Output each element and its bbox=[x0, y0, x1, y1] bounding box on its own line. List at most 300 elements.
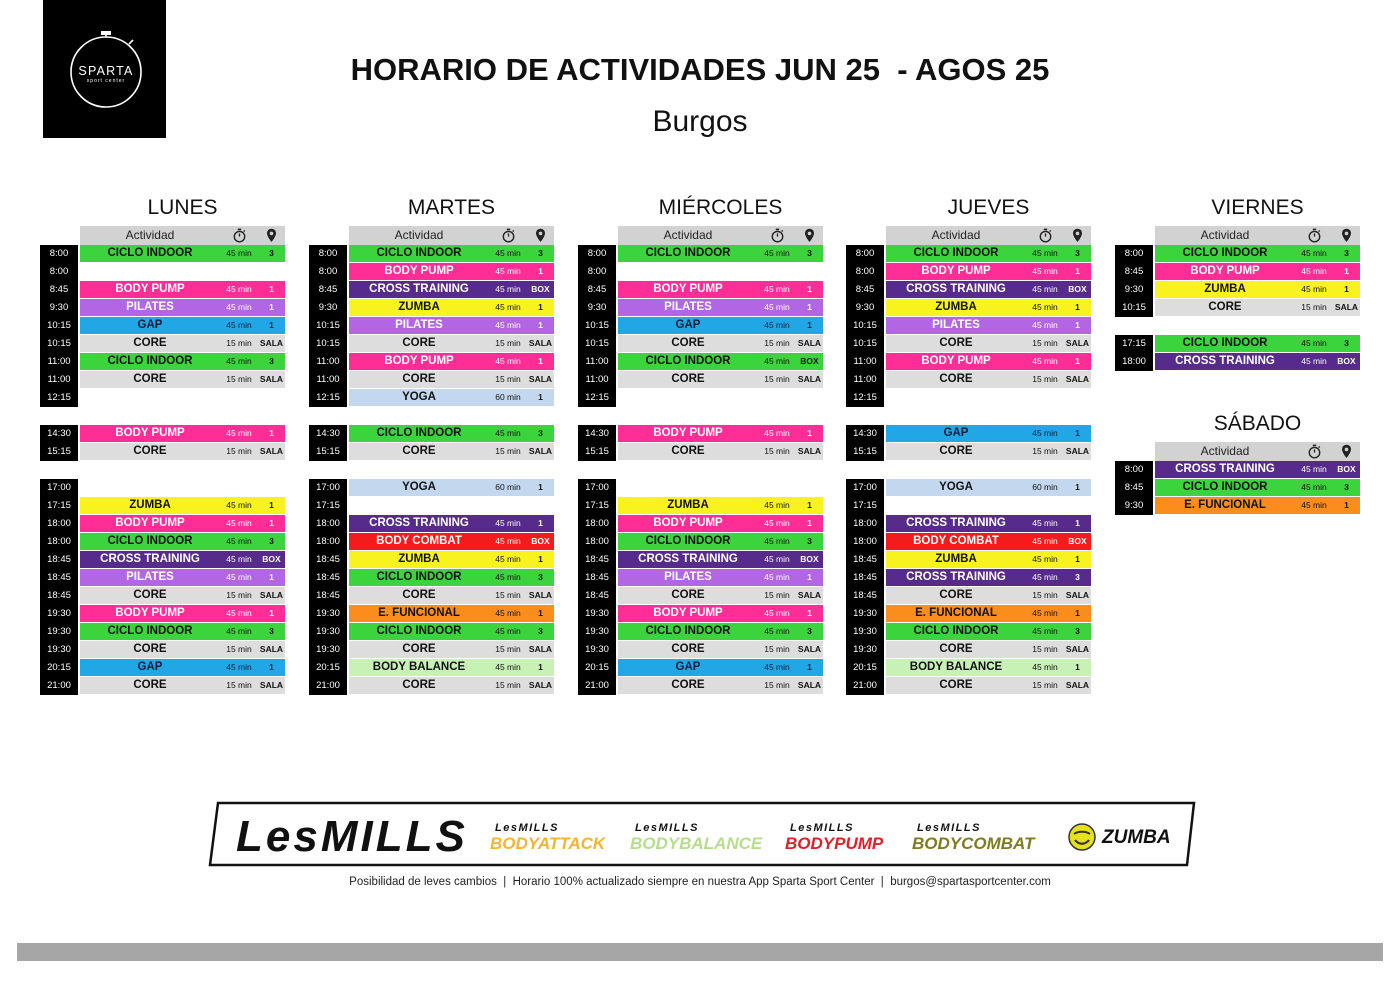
activity-name: ZUMBA bbox=[935, 553, 977, 565]
time-cell: 19:30 bbox=[578, 641, 616, 659]
duration-label: 45 min bbox=[1032, 626, 1058, 636]
activity-name: CICLO INDOOR bbox=[1182, 247, 1268, 259]
time-cell: 18:45 bbox=[40, 587, 78, 605]
time-cell: 19:30 bbox=[578, 605, 616, 623]
room-label: 1 bbox=[1344, 500, 1349, 510]
time-cell: 17:15 bbox=[1115, 335, 1153, 353]
activity-cell bbox=[349, 569, 554, 586]
schedule-row bbox=[846, 551, 1091, 569]
time-cell: 12:15 bbox=[846, 389, 884, 407]
activity-cell bbox=[886, 425, 1091, 442]
time-cell: 9:30 bbox=[1115, 281, 1153, 299]
activity-name: CICLO INDOOR bbox=[107, 247, 193, 259]
time-cell: 10:15 bbox=[309, 317, 347, 335]
activity-cell bbox=[349, 533, 554, 550]
duration-label: 15 min bbox=[226, 590, 252, 600]
activity-name: CROSS TRAINING bbox=[1175, 355, 1275, 367]
time-cell: 8:45 bbox=[40, 281, 78, 299]
time-cell: 8:00 bbox=[309, 245, 347, 263]
activity-name: CORE bbox=[402, 337, 436, 349]
time-cell: 17:15 bbox=[846, 497, 884, 515]
time-cell: 17:00 bbox=[578, 479, 616, 497]
activity-cell bbox=[80, 281, 285, 298]
time-cell: 8:00 bbox=[578, 263, 616, 281]
room-label: 1 bbox=[538, 608, 543, 618]
duration-label: 45 min bbox=[495, 266, 521, 276]
schedule-row bbox=[1115, 461, 1360, 479]
room-label: 1 bbox=[538, 320, 543, 330]
activity-name: CICLO INDOOR bbox=[376, 571, 462, 583]
time-cell: 10:15 bbox=[578, 335, 616, 353]
time-cell: 19:30 bbox=[40, 641, 78, 659]
empty-slot-row bbox=[309, 497, 554, 515]
activity-name: CICLO INDOOR bbox=[107, 355, 193, 367]
schedule-row bbox=[40, 587, 285, 605]
activity-name: CORE bbox=[671, 337, 705, 349]
duration-label: 15 min bbox=[764, 374, 790, 384]
activity-cell bbox=[886, 587, 1091, 604]
day-column-lunes bbox=[40, 194, 285, 714]
schedule-row bbox=[578, 515, 823, 533]
activity-cell bbox=[80, 443, 285, 460]
schedule-row bbox=[578, 299, 823, 317]
room-label: 1 bbox=[538, 518, 543, 528]
room-label: 1 bbox=[538, 392, 543, 402]
room-label: 1 bbox=[1075, 320, 1080, 330]
time-cell: 17:00 bbox=[40, 479, 78, 497]
room-label: SALA bbox=[797, 446, 822, 456]
day-column-jueves bbox=[846, 194, 1091, 714]
activity-name: ZUMBA bbox=[398, 301, 440, 313]
room-label: 3 bbox=[1075, 572, 1080, 582]
duration-label: 45 min bbox=[226, 284, 252, 294]
schedule-row bbox=[40, 497, 285, 515]
time-cell: 15:15 bbox=[309, 443, 347, 461]
duration-label: 15 min bbox=[226, 680, 252, 690]
room-label: 1 bbox=[269, 284, 274, 294]
activity-name: BODY PUMP bbox=[653, 517, 723, 529]
stopwatch-icon bbox=[1307, 444, 1322, 459]
time-cell: 8:45 bbox=[578, 281, 616, 299]
duration-label: 45 min bbox=[226, 320, 252, 330]
column-header bbox=[618, 226, 823, 245]
duration-label: 45 min bbox=[1032, 428, 1058, 438]
duration-label: 45 min bbox=[226, 554, 252, 564]
time-cell: 15:15 bbox=[846, 443, 884, 461]
activity-cell bbox=[80, 299, 285, 316]
activity-cell bbox=[618, 533, 823, 550]
activity-name: CORE bbox=[133, 643, 167, 655]
schedule-row bbox=[578, 569, 823, 587]
activity-name: PILATES bbox=[664, 571, 712, 583]
room-label: 1 bbox=[269, 518, 274, 528]
schedule-row bbox=[578, 335, 823, 353]
room-label: 1 bbox=[807, 428, 812, 438]
time-cell: 11:00 bbox=[309, 353, 347, 371]
activity-cell bbox=[886, 569, 1091, 586]
schedule-row bbox=[578, 587, 823, 605]
location-pin-icon bbox=[1070, 228, 1085, 243]
time-cell: 18:45 bbox=[40, 569, 78, 587]
activity-cell bbox=[886, 443, 1091, 460]
activity-cell bbox=[886, 515, 1091, 532]
time-cell: 17:15 bbox=[40, 497, 78, 515]
activity-cell bbox=[1155, 281, 1360, 298]
duration-label: 15 min bbox=[226, 446, 252, 456]
activity-cell bbox=[1155, 497, 1360, 514]
activity-cell bbox=[886, 353, 1091, 370]
activity-cell bbox=[886, 371, 1091, 388]
schedule-row bbox=[846, 335, 1091, 353]
activity-name: BODY PUMP bbox=[921, 265, 991, 277]
duration-label: 45 min bbox=[1032, 608, 1058, 618]
schedule-row bbox=[846, 677, 1091, 695]
empty-slot bbox=[618, 263, 823, 280]
activity-name: BODY PUMP bbox=[384, 265, 454, 277]
activity-cell bbox=[80, 677, 285, 694]
schedule-row bbox=[578, 317, 823, 335]
room-label: SALA bbox=[259, 374, 284, 384]
program-bodyattack bbox=[490, 819, 640, 859]
time-cell: 8:45 bbox=[1115, 479, 1153, 497]
room-label: 3 bbox=[538, 428, 543, 438]
program-label: LesMILLS bbox=[917, 822, 981, 834]
duration-label: 45 min bbox=[495, 320, 521, 330]
activity-cell bbox=[349, 443, 554, 460]
room-label: 1 bbox=[1344, 284, 1349, 294]
duration-label: 45 min bbox=[764, 608, 790, 618]
time-cell: 19:30 bbox=[40, 623, 78, 641]
duration-label: 45 min bbox=[495, 554, 521, 564]
time-cell: 18:45 bbox=[846, 569, 884, 587]
schedule-row bbox=[578, 497, 823, 515]
activity-cell bbox=[80, 605, 285, 622]
activity-name: ZUMBA bbox=[398, 553, 440, 565]
program-name: BODYBALANCE bbox=[630, 834, 763, 853]
room-label: SALA bbox=[528, 590, 553, 600]
day-title: JUEVES bbox=[947, 196, 1030, 219]
schedule-row bbox=[1115, 479, 1360, 497]
column-header bbox=[1155, 226, 1360, 245]
duration-label: 15 min bbox=[495, 590, 521, 600]
schedule-row bbox=[40, 551, 285, 569]
duration-label: 45 min bbox=[1301, 248, 1327, 258]
schedule-row bbox=[309, 263, 554, 281]
schedule-row bbox=[846, 263, 1091, 281]
duration-label: 45 min bbox=[764, 284, 790, 294]
room-label: 1 bbox=[1075, 302, 1080, 312]
activity-column-label: Actividad bbox=[125, 228, 175, 242]
location-pin-icon bbox=[1339, 444, 1354, 459]
schedule-row bbox=[40, 299, 285, 317]
activity-name: BODY COMBAT bbox=[913, 535, 999, 547]
duration-label: 45 min bbox=[1032, 320, 1058, 330]
activity-name: CORE bbox=[1208, 301, 1242, 313]
activity-name: YOGA bbox=[402, 481, 436, 493]
schedule-row bbox=[40, 281, 285, 299]
time-cell: 8:00 bbox=[40, 263, 78, 281]
duration-label: 45 min bbox=[495, 572, 521, 582]
schedule-row bbox=[40, 677, 285, 695]
activity-name: CORE bbox=[402, 445, 436, 457]
activity-name: ZUMBA bbox=[129, 499, 171, 511]
room-label: 1 bbox=[807, 302, 812, 312]
activity-name: CORE bbox=[671, 679, 705, 691]
activity-cell bbox=[1155, 335, 1360, 352]
activity-name: CORE bbox=[402, 589, 436, 601]
schedule-row bbox=[40, 317, 285, 335]
program-label: LesMILLS bbox=[495, 822, 559, 834]
time-cell: 21:00 bbox=[40, 677, 78, 695]
schedule-row bbox=[309, 443, 554, 461]
time-cell: 8:45 bbox=[1115, 263, 1153, 281]
room-label: SALA bbox=[259, 680, 284, 690]
time-cell: 18:45 bbox=[578, 587, 616, 605]
program-name: BODYCOMBAT bbox=[912, 834, 1035, 853]
schedule-row bbox=[578, 551, 823, 569]
room-label: 3 bbox=[538, 626, 543, 636]
activity-name: CORE bbox=[133, 337, 167, 349]
time-cell: 10:15 bbox=[309, 335, 347, 353]
stopwatch-icon bbox=[1307, 228, 1322, 243]
room-label: BOX bbox=[262, 554, 281, 564]
footer-note: Posibilidad de leves cambios | Horario 100% actualizado siempre en nuestra App Sparta Sport Center | burgos@spartasportcenter.com bbox=[349, 876, 1051, 888]
activity-cell bbox=[80, 335, 285, 352]
room-label: 3 bbox=[1344, 338, 1349, 348]
schedule-row bbox=[40, 533, 285, 551]
time-cell: 14:30 bbox=[578, 425, 616, 443]
duration-label: 45 min bbox=[226, 626, 252, 636]
time-cell: 8:00 bbox=[578, 245, 616, 263]
room-label: 1 bbox=[1075, 266, 1080, 276]
schedule-row bbox=[578, 371, 823, 389]
activity-name: GAP bbox=[943, 427, 969, 439]
schedule-row bbox=[578, 659, 823, 677]
activity-name: BODY PUMP bbox=[653, 427, 723, 439]
time-cell: 11:00 bbox=[309, 371, 347, 389]
duration-label: 45 min bbox=[1032, 572, 1058, 582]
schedule-row bbox=[846, 371, 1091, 389]
activity-cell bbox=[886, 299, 1091, 316]
duration-label: 45 min bbox=[226, 302, 252, 312]
time-cell: 18:00 bbox=[846, 515, 884, 533]
activity-cell bbox=[1155, 263, 1360, 280]
activity-name: BODY PUMP bbox=[115, 427, 185, 439]
schedule-row bbox=[578, 623, 823, 641]
activity-cell bbox=[349, 353, 554, 370]
activity-cell bbox=[80, 515, 285, 532]
schedule-row bbox=[309, 551, 554, 569]
activity-cell bbox=[886, 281, 1091, 298]
activity-name: BODY PUMP bbox=[1190, 265, 1260, 277]
activity-name: CORE bbox=[939, 373, 973, 385]
schedule-row bbox=[1115, 497, 1360, 515]
activity-name: ZUMBA bbox=[935, 301, 977, 313]
activity-cell bbox=[618, 425, 823, 442]
schedule-row bbox=[846, 569, 1091, 587]
activity-name: CORE bbox=[939, 445, 973, 457]
day-title: MIÉRCOLES bbox=[658, 196, 783, 219]
empty-slot bbox=[886, 389, 1091, 406]
time-cell: 19:30 bbox=[309, 605, 347, 623]
time-cell: 20:15 bbox=[578, 659, 616, 677]
room-label: 1 bbox=[269, 302, 274, 312]
duration-label: 15 min bbox=[495, 644, 521, 654]
schedule-row bbox=[578, 245, 823, 263]
activity-name: GAP bbox=[137, 661, 163, 673]
time-cell: 11:00 bbox=[846, 371, 884, 389]
activity-name: CORE bbox=[133, 445, 167, 457]
room-label: 3 bbox=[807, 248, 812, 258]
location-pin-icon bbox=[1339, 228, 1354, 243]
activity-name: CROSS TRAINING bbox=[906, 283, 1006, 295]
room-label: 1 bbox=[538, 554, 543, 564]
duration-label: 45 min bbox=[764, 500, 790, 510]
duration-label: 45 min bbox=[495, 284, 521, 294]
duration-label: 45 min bbox=[764, 320, 790, 330]
duration-label: 45 min bbox=[495, 302, 521, 312]
time-cell: 10:15 bbox=[578, 317, 616, 335]
room-label: 1 bbox=[807, 662, 812, 672]
program-name: BODYATTACK bbox=[490, 834, 606, 853]
activity-name: BODY PUMP bbox=[115, 517, 185, 529]
schedule-row bbox=[309, 389, 554, 407]
duration-label: 15 min bbox=[495, 446, 521, 456]
duration-label: 45 min bbox=[764, 572, 790, 582]
duration-label: 15 min bbox=[226, 338, 252, 348]
duration-label: 45 min bbox=[495, 626, 521, 636]
activity-cell bbox=[886, 245, 1091, 262]
activity-cell bbox=[349, 371, 554, 388]
footer-bar bbox=[17, 943, 1383, 961]
empty-slot-row bbox=[578, 389, 823, 407]
room-label: 1 bbox=[1075, 428, 1080, 438]
activity-name: CROSS TRAINING bbox=[369, 517, 469, 529]
time-cell: 18:00 bbox=[578, 515, 616, 533]
time-cell: 19:30 bbox=[40, 605, 78, 623]
activity-name: CICLO INDOOR bbox=[1182, 337, 1268, 349]
schedule-row bbox=[309, 371, 554, 389]
time-cell: 21:00 bbox=[578, 677, 616, 695]
time-cell: 8:45 bbox=[846, 281, 884, 299]
room-label: 1 bbox=[1344, 266, 1349, 276]
location-pin-icon bbox=[802, 228, 817, 243]
time-cell: 12:15 bbox=[40, 389, 78, 407]
room-label: 3 bbox=[1075, 626, 1080, 636]
activity-cell bbox=[349, 299, 554, 316]
activity-cell bbox=[618, 281, 823, 298]
room-label: 3 bbox=[538, 248, 543, 258]
room-label: 3 bbox=[269, 356, 274, 366]
schedule-row bbox=[309, 641, 554, 659]
duration-label: 15 min bbox=[1032, 374, 1058, 384]
room-label: SALA bbox=[259, 446, 284, 456]
empty-slot-row bbox=[578, 263, 823, 281]
duration-label: 45 min bbox=[1301, 266, 1327, 276]
program-label: LesMILLS bbox=[635, 822, 699, 834]
time-cell: 10:15 bbox=[846, 317, 884, 335]
duration-label: 45 min bbox=[1301, 284, 1327, 294]
program-name: BODYPUMP bbox=[785, 834, 884, 853]
room-label: 1 bbox=[1075, 518, 1080, 528]
schedule-row bbox=[309, 587, 554, 605]
time-cell: 19:30 bbox=[846, 641, 884, 659]
duration-label: 45 min bbox=[226, 536, 252, 546]
activity-cell bbox=[349, 659, 554, 676]
schedule-row bbox=[40, 353, 285, 371]
duration-label: 45 min bbox=[495, 518, 521, 528]
activity-name: YOGA bbox=[402, 391, 436, 403]
empty-slot-row bbox=[40, 389, 285, 407]
activity-name: ZUMBA bbox=[1204, 283, 1246, 295]
room-label: SALA bbox=[528, 644, 553, 654]
room-label: BOX bbox=[800, 554, 819, 564]
activity-cell bbox=[80, 245, 285, 262]
activity-cell bbox=[80, 587, 285, 604]
activity-name: CROSS TRAINING bbox=[1175, 463, 1275, 475]
activity-cell bbox=[618, 515, 823, 532]
schedule-row bbox=[578, 641, 823, 659]
time-cell: 18:45 bbox=[578, 569, 616, 587]
room-label: 1 bbox=[538, 302, 543, 312]
activity-cell bbox=[618, 317, 823, 334]
activity-cell bbox=[618, 245, 823, 262]
duration-label: 45 min bbox=[764, 626, 790, 636]
room-label: SALA bbox=[259, 590, 284, 600]
activity-name: CICLO INDOOR bbox=[645, 355, 731, 367]
schedule-row bbox=[309, 677, 554, 695]
room-label: SALA bbox=[797, 644, 822, 654]
time-cell: 9:30 bbox=[40, 299, 78, 317]
activity-cell bbox=[349, 389, 554, 406]
activity-cell bbox=[80, 353, 285, 370]
empty-slot-row bbox=[40, 263, 285, 281]
duration-label: 15 min bbox=[764, 338, 790, 348]
room-label: 3 bbox=[269, 536, 274, 546]
room-label: SALA bbox=[797, 338, 822, 348]
duration-label: 45 min bbox=[226, 518, 252, 528]
room-label: 1 bbox=[269, 428, 274, 438]
duration-label: 15 min bbox=[226, 644, 252, 654]
duration-label: 45 min bbox=[1032, 248, 1058, 258]
room-label: 1 bbox=[1075, 482, 1080, 492]
activity-cell bbox=[349, 623, 554, 640]
duration-label: 45 min bbox=[764, 662, 790, 672]
time-cell: 11:00 bbox=[578, 371, 616, 389]
activity-name: BODY BALANCE bbox=[372, 661, 466, 673]
schedule-row bbox=[578, 605, 823, 623]
time-cell: 8:00 bbox=[1115, 245, 1153, 263]
time-cell: 18:00 bbox=[309, 533, 347, 551]
duration-label: 45 min bbox=[226, 428, 252, 438]
schedule-row bbox=[846, 245, 1091, 263]
room-label: SALA bbox=[797, 590, 822, 600]
program-bodybalance bbox=[630, 819, 780, 859]
location-pin-icon bbox=[264, 228, 279, 243]
time-cell: 18:45 bbox=[309, 569, 347, 587]
schedule-row bbox=[846, 317, 1091, 335]
activity-cell bbox=[349, 425, 554, 442]
time-cell: 18:00 bbox=[846, 533, 884, 551]
duration-label: 45 min bbox=[764, 428, 790, 438]
activity-cell bbox=[886, 479, 1091, 496]
room-label: 3 bbox=[1075, 248, 1080, 258]
schedule-row bbox=[1115, 281, 1360, 299]
room-label: SALA bbox=[528, 374, 553, 384]
activity-cell bbox=[886, 623, 1091, 640]
room-label: 1 bbox=[807, 320, 812, 330]
activity-name: BODY PUMP bbox=[115, 283, 185, 295]
